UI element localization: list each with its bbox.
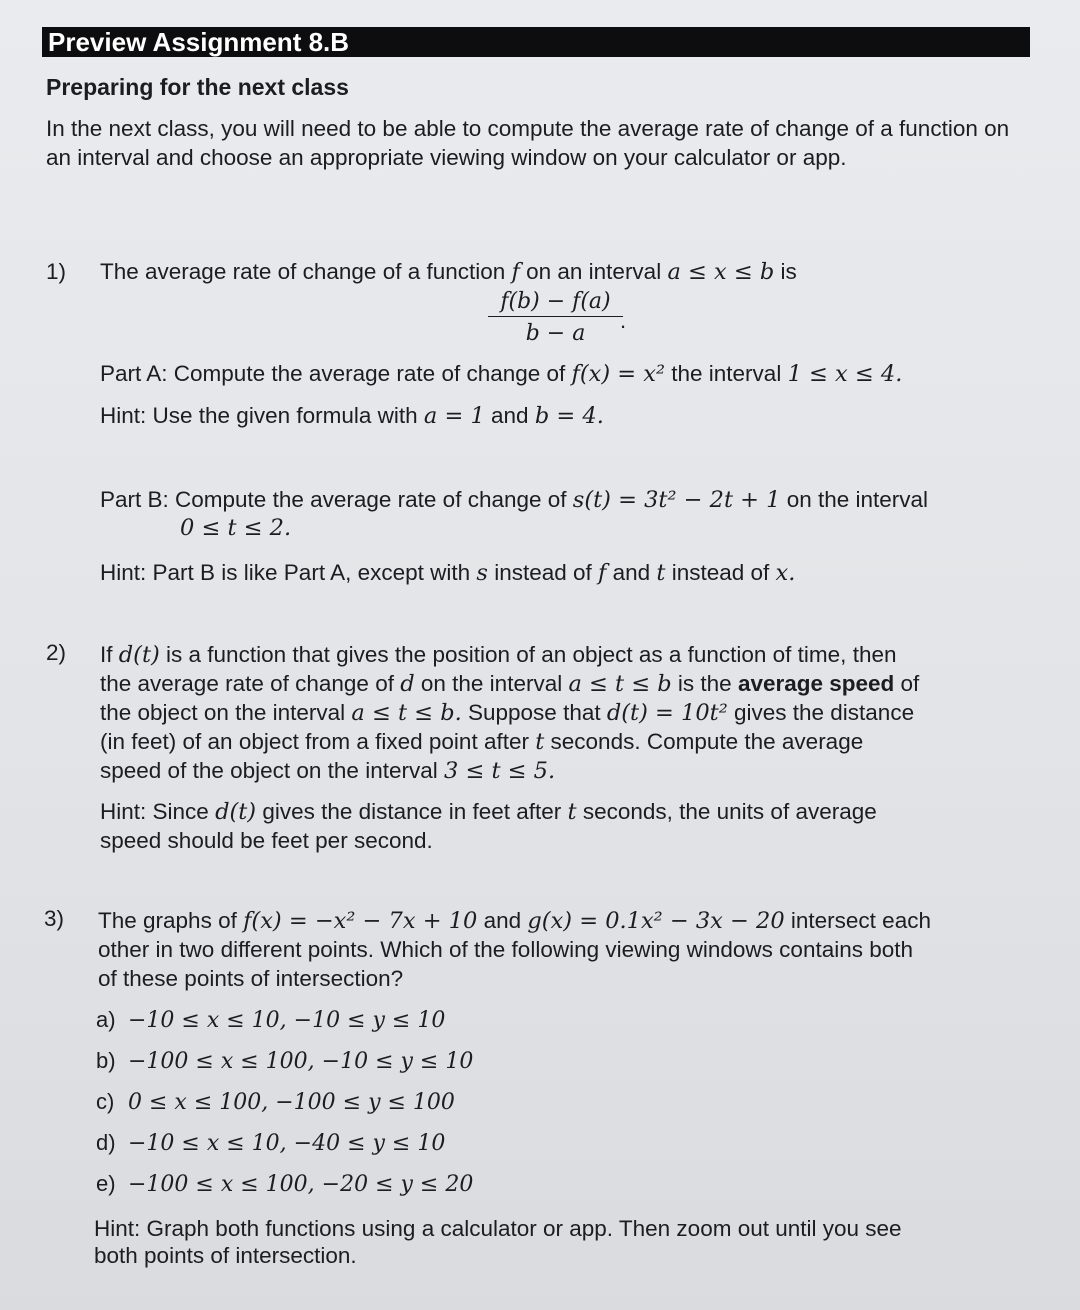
- q3-hint-line-2: both points of intersection.: [94, 1243, 357, 1268]
- q2-line-4: (in feet) of an object from a fixed point after t seconds. Compute the average: [100, 729, 864, 755]
- q3-hint-line-1: Hint: Graph both functions using a calculator or app. Then zoom out until you see: [94, 1216, 902, 1241]
- q1-hint-b: Hint: Part B is like Part A, except with s instead of f and t instead of x.: [100, 560, 796, 586]
- formula-denominator: b − a: [525, 321, 586, 346]
- section-subtitle: Preparing for the next class: [46, 74, 349, 100]
- q3-line-3: of these points of intersection?: [98, 966, 404, 991]
- option-c: c) 0 ≤ x ≤ 100, −100 ≤ y ≤ 100: [96, 1089, 455, 1115]
- q3-line-1: The graphs of f(x) = −x² − 7x + 10 and g(x) = 0.1x² − 3x − 20 intersect each: [98, 908, 931, 934]
- option-a: a) −10 ≤ x ≤ 10, −10 ≤ y ≤ 10: [96, 1007, 446, 1033]
- formula-period: .: [620, 308, 627, 333]
- q3-line-2: other in two different points. Which of the following viewing windows contains both: [98, 937, 914, 962]
- question-3-number: 3): [44, 906, 65, 931]
- q2-line-2: the average rate of change of d on the interval a ≤ t ≤ b is the average speed of: [100, 671, 920, 697]
- rate-of-change-formula: [488, 289, 623, 346]
- q2-line-1: If d(t) is a function that gives the position of an object as a function of time, then: [100, 642, 897, 668]
- q1-part-b-interval: 0 ≤ t ≤ 2.: [180, 515, 292, 541]
- q1-part-a: Part A: Compute the average rate of change of f(x) = x² the interval 1 ≤ x ≤ 4.: [100, 361, 903, 387]
- q2-hint-line-2: speed should be feet per second.: [100, 828, 433, 853]
- option-d: d) −10 ≤ x ≤ 10, −40 ≤ y ≤ 10: [96, 1130, 446, 1156]
- page-title: Preview Assignment 8.B: [42, 27, 1030, 57]
- q1-part-b: Part B: Compute the average rate of change of s(t) = 3t² − 2t + 1 on the interval: [100, 487, 929, 513]
- question-1-number: 1): [46, 259, 67, 284]
- formula-numerator: f(b) − f(a): [488, 289, 623, 317]
- question-2-number: 2): [46, 640, 67, 665]
- q2-line-5: speed of the object on the interval 3 ≤ t ≤ 5.: [100, 758, 556, 784]
- q1-hint-a: Hint: Use the given formula with a = 1 and b = 4.: [100, 403, 604, 429]
- q2-hint-line-1: Hint: Since d(t) gives the distance in feet after t seconds, the units of average: [100, 799, 877, 825]
- option-e: e) −100 ≤ x ≤ 100, −20 ≤ y ≤ 20: [96, 1171, 474, 1197]
- intro-paragraph: In the next class, you will need to be able to compute the average rate of change of a function on an interval and choose an appropriate viewing window on your calculator or app.: [46, 116, 1010, 170]
- q1-statement: The average rate of change of a function f on an interval a ≤ x ≤ b is: [100, 259, 797, 285]
- q2-line-3: the object on the interval a ≤ t ≤ b. Suppose that d(t) = 10t² gives the distance: [100, 700, 915, 726]
- option-b: b) −100 ≤ x ≤ 100, −10 ≤ y ≤ 10: [96, 1048, 474, 1074]
